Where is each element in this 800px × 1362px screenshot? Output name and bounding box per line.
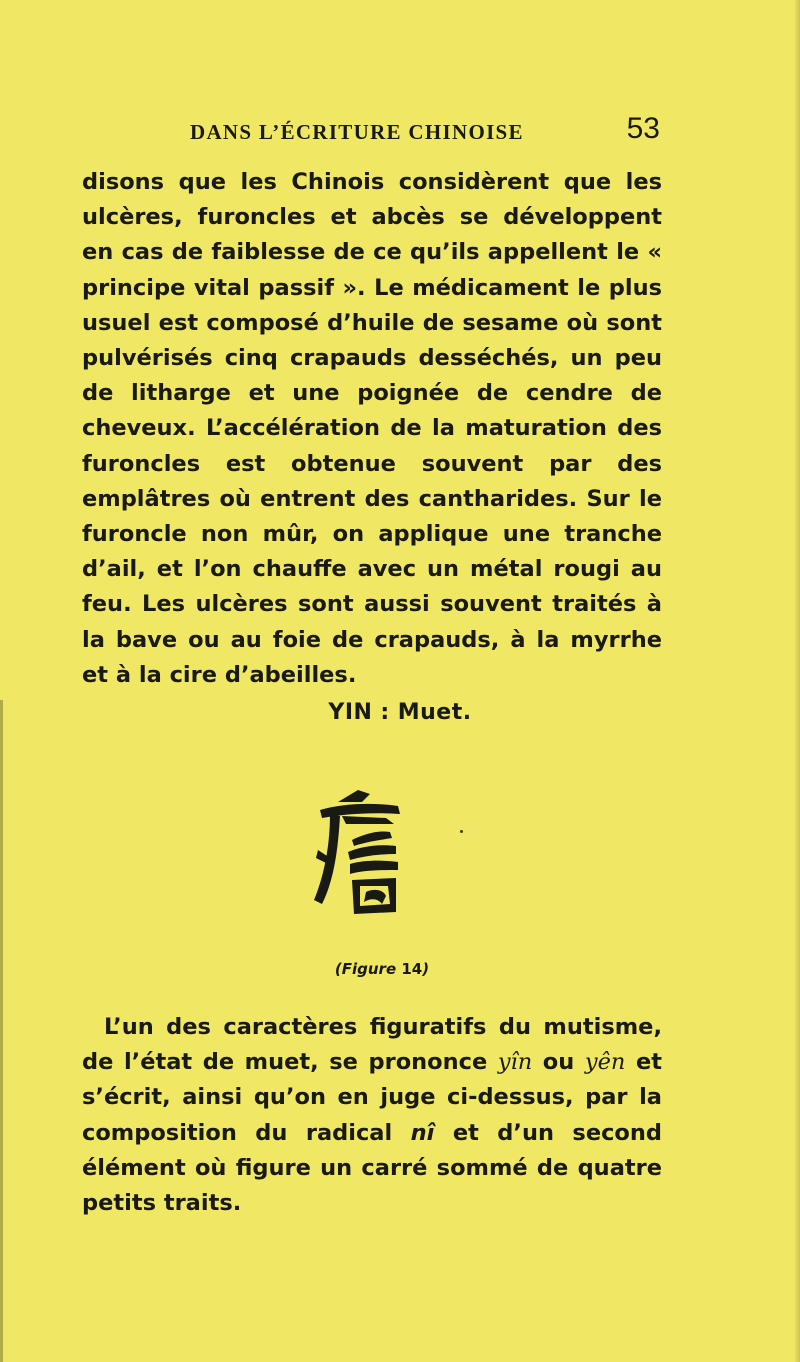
section-heading <box>0 700 800 725</box>
page-number: 53 <box>626 112 660 145</box>
chinese-character-yin-mute-icon <box>300 780 420 930</box>
romanization-yin: yîn <box>497 1049 533 1076</box>
p2-part1: L’un des caractères figuratifs du mutisme, de l’état de muet, se prononce <box>82 1014 662 1076</box>
heading-meaning: Muet. <box>397 700 472 725</box>
caption-close: ) <box>422 960 430 978</box>
paragraph-remedies: disons que les Chinois considèrent que les ulcères, furoncles et abcès se développent en cas de faiblesse de ce qu’ils appellent le « principe vital passif ». Le médicament le plus usuel est composé d’huile de sesame où sont pulvérisés cinq crapauds desséchés, un peu de litharge et une poignée de cendre de cheveux. L’accélération de la maturation des furoncles est obtenue souvent par des emplâtres où entrent des cantharides. Sur le furoncle non mûr, on applique une tranche d’ail, et l’on chauffe avec un métal rougi au feu. Les ulcères sont aussi souvent traités à la bave ou au foie de crapauds, à la myrrhe et à la cire d’abeilles. <box>82 169 662 688</box>
caption-number: 14 <box>401 960 423 978</box>
heading-term: YIN <box>328 700 373 725</box>
page-left-edge <box>0 700 3 1362</box>
paragraph-character-description <box>82 1010 662 1221</box>
heading-separator: : <box>380 700 390 725</box>
speck <box>460 830 463 833</box>
p2-part3: et s’écrit, ainsi qu’on en juge ci-dessus, par la composition du radical <box>82 1049 662 1146</box>
radical-ni: nî <box>410 1119 435 1146</box>
running-title: DANS L’ÉCRITURE CHINOISE <box>190 120 524 144</box>
page-header <box>190 112 660 152</box>
caption-label: Figure <box>341 960 397 978</box>
romanization-yen: yên <box>584 1049 626 1076</box>
figure-caption <box>0 960 764 978</box>
p2-part2: ou <box>532 1049 585 1076</box>
page-edge-shadow <box>794 0 800 1362</box>
caption-open: ( <box>334 960 342 978</box>
p2-part4: et d’un second élément où figure un carré sommé de quatre petits traits. <box>82 1119 663 1217</box>
